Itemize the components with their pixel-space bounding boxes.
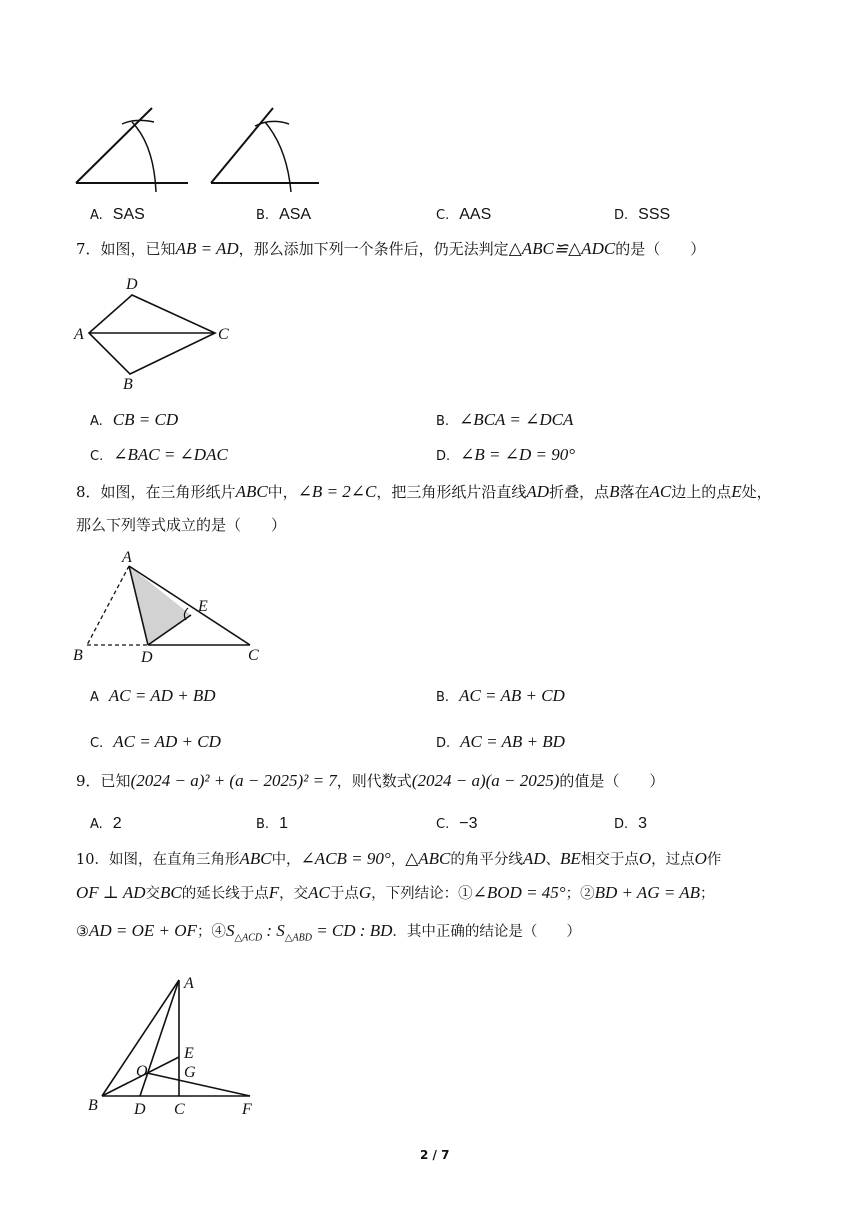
q9-option-c <box>436 813 477 833</box>
stem-text: 交 <box>145 886 161 902</box>
option-value: SSS <box>638 206 671 223</box>
stem-math: F <box>268 883 280 902</box>
q10-figure <box>80 970 280 1120</box>
option-label: B. <box>436 690 450 705</box>
stem-math: AB = AD <box>175 239 239 258</box>
area-symbol: : S <box>262 921 285 940</box>
stem-math: OF ⊥ AD <box>76 883 146 902</box>
stem-math: O <box>694 849 707 868</box>
option-value: AC = AB + BD <box>460 732 565 751</box>
stem-text: 的是（ ） <box>615 240 706 258</box>
option-value: AC = AB + CD <box>459 686 565 705</box>
stem-math: AC <box>308 883 330 902</box>
option-value: AC = AD + CD <box>113 732 221 751</box>
stem-math: ∠BOD = 45° <box>472 883 566 902</box>
q7-label-c: C <box>218 326 229 343</box>
stem-text: 的值是（ ） <box>559 772 665 790</box>
stem-text: ； <box>700 886 715 902</box>
q7-option-a <box>90 410 178 430</box>
stem-text: 如图，在直角三角形 <box>108 852 240 868</box>
q8-label-e: E <box>198 598 208 615</box>
option-label: A. <box>90 817 103 832</box>
q10-label-b: B <box>88 1097 98 1114</box>
question-number: 10． <box>76 852 109 868</box>
q10-stem-line2 <box>76 882 715 905</box>
option-label: C. <box>90 449 104 464</box>
q8-stem-line2: 那么下列等式成立的是（ ） <box>76 516 287 534</box>
question-number: 7． <box>76 240 101 258</box>
q6-option-d <box>614 204 670 224</box>
q8-option-c <box>90 732 221 752</box>
stem-text: 中， <box>267 483 298 501</box>
stem-text: 如图，已知 <box>100 240 176 258</box>
stem-text: 如图，在三角形纸片 <box>100 483 236 501</box>
question-number: 9． <box>76 772 101 790</box>
q8-stem <box>76 481 772 503</box>
option-label: A. <box>90 414 103 429</box>
option-label: A. <box>90 208 103 223</box>
stem-math: (2024 − a)(a − 2025) <box>411 771 560 790</box>
stem-text: 的角平分线 <box>450 852 523 868</box>
stem-text: ，过点 <box>651 852 695 868</box>
stem-text: 相交于点 <box>580 852 639 868</box>
stem-text: ，则代数式 <box>336 772 412 790</box>
stem-text: 已知 <box>100 772 131 790</box>
stem-text: ；② <box>565 886 595 902</box>
q10-label-a: A <box>184 975 194 992</box>
area-ratio: = CD : BD <box>311 921 393 940</box>
stem-math-area <box>225 921 393 944</box>
option-value: 3 <box>638 815 648 832</box>
q7-label-a: A <box>74 326 84 343</box>
stem-text: 边上的点 <box>671 483 732 501</box>
option-label: C. <box>90 736 104 751</box>
q6-option-c <box>436 204 491 224</box>
option-label: C. <box>436 208 450 223</box>
option-label: D. <box>436 449 451 464</box>
q8-label-b: B <box>73 647 83 664</box>
q8-label-c: C <box>248 647 259 664</box>
option-label: C. <box>436 817 450 832</box>
stem-math: ∠ACB = 90° <box>300 849 391 868</box>
stem-text: ，下列结论：① <box>371 886 473 902</box>
option-value: SAS <box>112 206 145 223</box>
stem-math: △ABC≌△ADC <box>508 239 616 258</box>
option-value: AC = AD + BD <box>108 686 216 705</box>
stem-math: △ABC <box>405 849 451 868</box>
q6-option-b <box>256 204 311 224</box>
option-label: B. <box>256 208 270 223</box>
q10-stem-line3 <box>76 920 581 949</box>
stem-text: 中， <box>271 852 301 868</box>
stem-math: G <box>358 883 372 902</box>
stem-math: AC <box>649 482 672 501</box>
stem-math: ∠B = 2∠C <box>297 482 377 501</box>
area-subscript: △ACD <box>234 932 263 944</box>
q7-figure <box>70 270 240 395</box>
option-label: D. <box>436 736 451 751</box>
option-label: B. <box>256 817 270 832</box>
q6-option-a <box>90 204 145 224</box>
q7-label-b: B <box>123 376 133 393</box>
q10-label-d: D <box>134 1101 146 1118</box>
stem-text: ，那么添加下列一个条件后，仍无法判定 <box>238 240 509 258</box>
q6-figure-left <box>70 100 200 195</box>
q10-label-o: O <box>136 1063 148 1080</box>
stem-text: ；④ <box>196 924 226 940</box>
stem-text: 的延长线于点 <box>181 886 269 902</box>
option-value: ∠BAC = ∠DAC <box>113 445 228 464</box>
q10-label-g: G <box>184 1064 196 1081</box>
question-number: 8． <box>76 483 101 501</box>
q8-option-a <box>90 686 216 706</box>
option-value: −3 <box>459 815 478 832</box>
q7-option-c <box>90 445 228 465</box>
stem-math: (2024 − a)² + (a − 2025)² = 7 <box>130 771 337 790</box>
stem-math: AD <box>522 849 546 868</box>
q9-option-d <box>614 813 647 833</box>
option-value: 1 <box>279 815 288 832</box>
stem-math: BE <box>560 849 581 868</box>
q10-label-f: F <box>242 1101 252 1118</box>
stem-text: 作 <box>706 852 722 868</box>
option-value: 2 <box>112 815 122 832</box>
stem-text: ．其中正确的结论是（ ） <box>392 924 581 940</box>
stem-math: ABC <box>235 482 268 501</box>
option-label: D. <box>614 208 629 223</box>
area-subscript: △ABD <box>284 932 312 944</box>
option-label: A <box>90 690 99 705</box>
stem-math: B <box>609 482 620 501</box>
q8-option-d <box>436 732 565 752</box>
q8-option-b <box>436 686 565 706</box>
stem-text: ， <box>390 852 406 868</box>
option-label: D. <box>614 817 629 832</box>
q9-option-b <box>256 813 288 833</box>
q7-option-b <box>436 410 573 430</box>
option-value: CB = CD <box>112 410 179 429</box>
option-value: AAS <box>459 206 492 223</box>
stem-math: AD <box>526 482 550 501</box>
area-symbol: S <box>225 921 235 940</box>
q6-figure-right <box>205 100 335 195</box>
option-label: B. <box>436 414 450 429</box>
stem-text: 、 <box>545 852 561 868</box>
stem-text: ③ <box>76 924 89 940</box>
stem-math: ABC <box>239 849 272 868</box>
q7-stem <box>76 238 705 260</box>
stem-math: BD + AG = AB <box>594 883 701 902</box>
q7-label-d: D <box>126 276 138 293</box>
q8-label-d: D <box>141 649 153 666</box>
stem-math: BC <box>160 883 182 902</box>
page-number: 2 / 7 <box>420 1148 450 1162</box>
option-value: ∠BCA = ∠DCA <box>459 410 574 429</box>
stem-math: AD = OE + OF <box>89 921 197 940</box>
option-value: ∠B = ∠D = 90° <box>460 445 576 464</box>
stem-text: ，交 <box>279 886 309 902</box>
q9-option-a <box>90 813 122 833</box>
q7-option-d <box>436 445 575 465</box>
q10-stem-line1 <box>76 848 721 871</box>
option-value: ASA <box>279 206 312 223</box>
q8-figure <box>70 548 275 668</box>
stem-text: 落在 <box>619 483 650 501</box>
stem-text: ，把三角形纸片沿直线 <box>376 483 527 501</box>
q10-label-e: E <box>184 1045 194 1062</box>
q10-label-c: C <box>174 1101 185 1118</box>
q8-label-a: A <box>122 549 132 566</box>
stem-math: E <box>731 482 742 501</box>
stem-text: 处， <box>741 483 772 501</box>
stem-math: O <box>638 849 652 868</box>
stem-text: 于点 <box>329 886 359 902</box>
stem-text: 折叠，点 <box>549 483 610 501</box>
q9-stem <box>76 770 664 792</box>
